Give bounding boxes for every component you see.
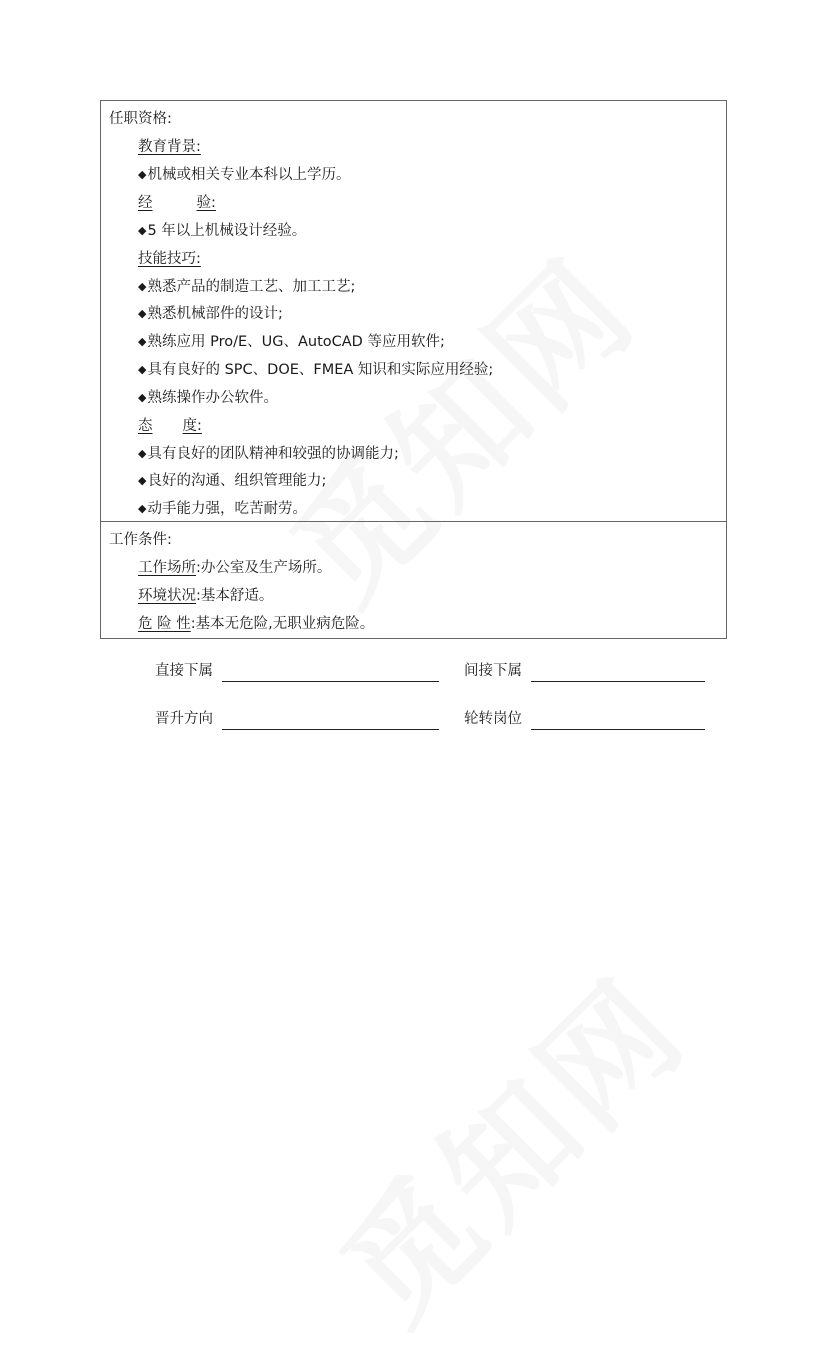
bullet-icon: ◆ — [138, 502, 147, 515]
skills-item: ◆熟悉机械部件的设计; — [138, 306, 283, 322]
section-title: 工作条件: — [109, 532, 172, 548]
attitude-heading: 态 度: — [138, 418, 202, 434]
workplace-row: 工作场所:办公室及生产场所。 — [138, 560, 332, 576]
experience-item: ◆5 年以上机械设计经验。 — [138, 223, 307, 239]
skills-item: ◆熟练操作办公软件。 — [138, 390, 278, 406]
skills-item: ◆具有良好的 SPC、DOE、FMEA 知识和实际应用经验; — [138, 362, 494, 378]
indirect-subordinate-label: 间接下属 — [464, 663, 522, 679]
rotation-post-label: 轮转岗位 — [464, 711, 522, 727]
attitude-item: ◆良好的沟通、组织管理能力; — [138, 473, 327, 489]
skills-item: ◆熟悉产品的制造工艺、加工工艺; — [138, 279, 356, 295]
indirect-subordinate-field[interactable] — [531, 681, 705, 682]
work-conditions-section — [100, 521, 727, 639]
bullet-icon: ◆ — [138, 474, 147, 487]
skills-item: ◆熟练应用 Pro/E、UG、AutoCAD 等应用软件; — [138, 334, 445, 350]
bullet-icon: ◆ — [138, 280, 147, 293]
promotion-path-label: 晋升方向 — [155, 711, 213, 727]
promotion-path-field[interactable] — [222, 729, 439, 730]
skills-heading: 技能技巧: — [138, 251, 201, 267]
risk-row: 危 险 性:基本无危险,无职业病危险。 — [138, 616, 375, 632]
bullet-icon: ◆ — [138, 307, 147, 320]
education-heading: 教育背景: — [138, 139, 201, 155]
attitude-item: ◆具有良好的团队精神和较强的协调能力; — [138, 446, 399, 462]
rotation-post-field[interactable] — [531, 729, 705, 730]
direct-subordinate-label: 直接下属 — [155, 663, 213, 679]
bullet-icon: ◆ — [138, 335, 147, 348]
bullet-icon: ◆ — [138, 363, 147, 376]
bullet-icon: ◆ — [138, 447, 147, 460]
direct-subordinate-field[interactable] — [222, 681, 439, 682]
experience-heading: 经 验: — [138, 195, 216, 211]
section-title: 任职资格: — [109, 111, 172, 127]
bullet-icon: ◆ — [138, 168, 147, 181]
qualifications-section — [100, 100, 727, 522]
bullet-icon: ◆ — [138, 391, 147, 404]
education-item: ◆机械或相关专业本科以上学历。 — [138, 167, 351, 183]
attitude-item: ◆动手能力强，吃苦耐劳。 — [138, 501, 307, 517]
watermark — [295, 931, 720, 1356]
environment-row: 环境状况:基本舒适。 — [138, 588, 274, 604]
bullet-icon: ◆ — [138, 224, 147, 237]
